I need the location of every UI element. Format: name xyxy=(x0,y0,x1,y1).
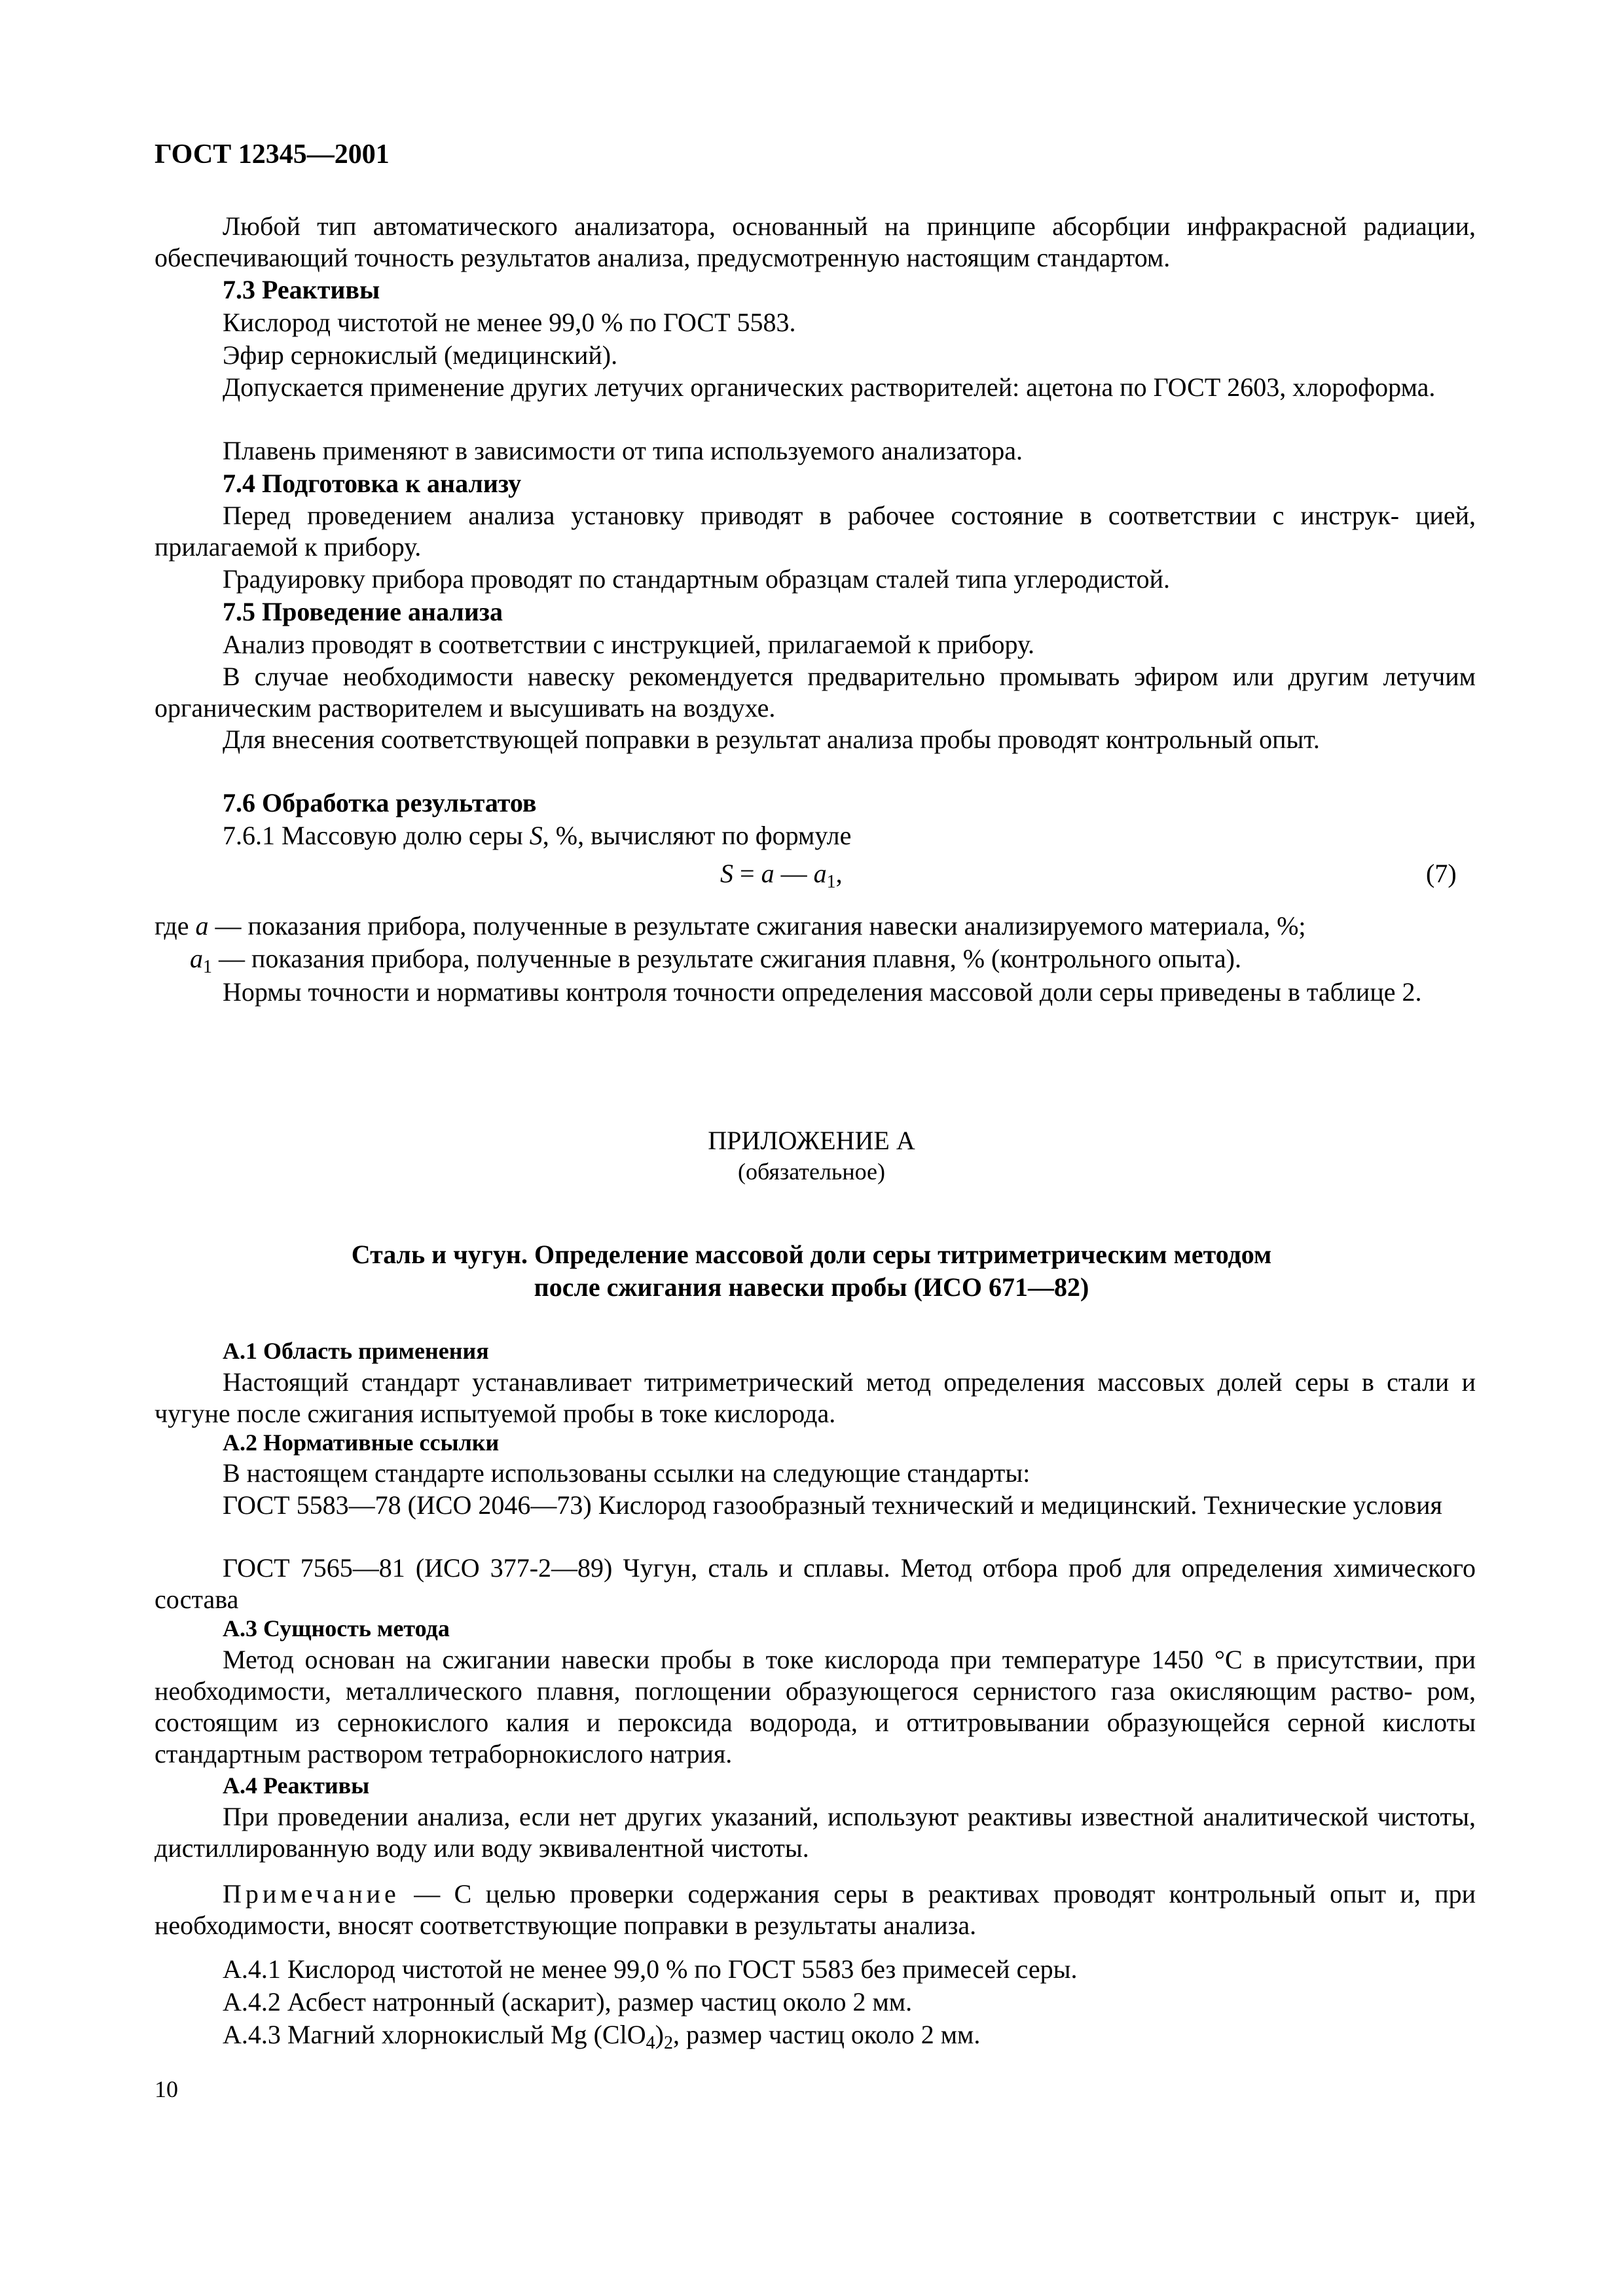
text-line: Допускается применение других летучих органических растворителей: ацетона по ГОСТ 2603, xyxy=(223,372,1286,402)
text-line: хлороформа. xyxy=(1292,372,1436,402)
section-heading-7-4: 7.4 Подготовка к анализу xyxy=(223,469,522,498)
paragraph-preparation xyxy=(155,500,1476,563)
text-line: чистоты, дистиллированную воду или воду эквивалентной чистоты. xyxy=(155,1802,1476,1863)
paragraph: Плавень применяют в зависимости от типа используемого анализатора. xyxy=(223,436,1023,465)
text-line: Нормы точности и нормативы контроля точности определения массовой доли серы приведены xyxy=(223,977,1281,1007)
text-line: стандартным раствором тетраборнокислого натрия. xyxy=(155,1739,733,1768)
text-line: ром, состоящим из сернокислого калия и пероксида водорода, и оттитровывании образующейся серной кислоты xyxy=(155,1676,1476,1737)
text-line: В случае необходимости навеску рекомендуется предварительно промывать эфиром или другим xyxy=(223,662,1369,691)
formula: S = a — $a_1$, xyxy=(720,859,843,892)
paragraph-scope xyxy=(155,1367,1476,1429)
section-heading-a1: А.1 Область применения xyxy=(223,1338,489,1364)
list-item-a-4-1: А.4.1 Кислород чистотой не менее 99,0 % по ГОСТ 5583 без примесей серы. xyxy=(223,1954,1078,1984)
text-line: в таблице 2. xyxy=(1287,977,1422,1007)
paragraph-method xyxy=(155,1644,1476,1770)
text-line: Метод основан на сжигании навески пробы в токе кислорода при температуре 1450 °С в присутствии, xyxy=(223,1645,1424,1674)
note: Примечание — С целью проверки содержания серы в реактивах проводят контрольный опыт и, при необходимости, вносят соответствующие поправки в результаты анализа. xyxy=(155,1879,1476,1940)
text-line: Настоящий стандарт устанавливает титриметрический метод определения массовых долей серы в стали xyxy=(223,1367,1450,1397)
paragraph: Эфир сернокислый (медицинский). xyxy=(223,340,618,370)
list-item-a-4-2: А.4.2 Асбест натронный (аскарит), размер частиц около 2 мм. xyxy=(223,1987,913,2017)
annex-heading-line-2: после сжигания навески пробы (ИСО 671—82) xyxy=(534,1272,1089,1302)
formula-legend-a: где a — показания прибора, полученные в результате сжигания навески анализируемого материала, %; xyxy=(155,911,1306,941)
text-line: цией, прилагаемой к прибору. xyxy=(155,501,1476,562)
list-item-a-4-3: А.4.3 Магний хлорнокислый Mg $(ClO_4)_2$, размер частиц около 2 мм. xyxy=(223,2020,981,2053)
formula-legend-a1: $a_1$ — показания прибора, полученные в результате сжигания плавня, % (контрольного опыта). xyxy=(190,944,1241,977)
annex-heading-line-1: Сталь и чугун. Определение массовой доли серы титриметрическим методом xyxy=(351,1240,1272,1269)
section-heading-7-3: 7.3 Реактивы xyxy=(223,275,380,304)
paragraph-norms xyxy=(155,977,1476,1008)
reference-gost-5583 xyxy=(155,1490,1476,1521)
section-heading-7-6: 7.6 Обработка результатов xyxy=(223,788,537,817)
text-line: необходимости, вносят соответствующие поправки в результаты анализа. xyxy=(155,1910,977,1940)
text-line: При проведении анализа, если нет других указаний, используют реактивы известной аналитической xyxy=(223,1802,1369,1831)
section-heading-7-5: 7.5 Проведение анализа xyxy=(223,597,503,626)
section-heading-a2: А.2 Нормативные ссылки xyxy=(223,1429,500,1456)
note-label: Примечание xyxy=(223,1879,400,1909)
text-line: ГОСТ 5583—78 (ИСО 2046—73) Кислород газообразный технический и медицинский. Технические xyxy=(223,1490,1347,1520)
paragraph: Градуировку прибора проводят по стандартным образцам сталей типа углеродистой. xyxy=(223,564,1171,594)
paragraph: Анализ проводят в соответствии с инструкцией, прилагаемой к прибору. xyxy=(223,630,1034,659)
paragraph: Кислород чистотой не менее 99,0 % по ГОСТ 5583. xyxy=(223,308,796,337)
text-line: летучим органическим растворителем и высушивать на воздухе. xyxy=(155,662,1476,723)
text-line: ГОСТ 7565—81 (ИСО 377-2—89) Чугун, сталь и сплавы. Метод отбора проб для определения химического xyxy=(223,1553,1476,1583)
paragraph: В настоящем стандарте использованы ссылки на следующие стандарты: xyxy=(223,1458,1030,1488)
section-heading-a3: А.3 Сущность метода xyxy=(223,1615,450,1641)
text-line: состава xyxy=(155,1585,239,1614)
paragraph-7-6-1: 7.6.1 Массовую долю серы S, %, вычисляют по формуле xyxy=(223,821,852,850)
paragraph-reagents xyxy=(155,1801,1476,1864)
text-line: Перед проведением анализа установку приводят в рабочее состояние в соответствии с инструк- xyxy=(223,501,1400,530)
text-line: опыт. xyxy=(1259,725,1320,754)
text-line: и чугуне после сжигания испытуемой пробы в токе кислорода. xyxy=(155,1367,1476,1428)
paragraph-washing xyxy=(155,661,1476,724)
text-line: Любой тип автоматического анализатора, основанный на принципе абсорбции инфракрасной xyxy=(223,211,1347,241)
paragraph-analyzer xyxy=(155,211,1476,274)
document-header: ГОСТ 12345—2001 xyxy=(155,139,390,170)
reference-gost-7565 xyxy=(155,1552,1476,1615)
text-line: при необходимости, металлического плавня, поглощении образующегося сернистого газа окисляющим раство- xyxy=(155,1645,1476,1706)
section-heading-a4: А.4 Реактивы xyxy=(223,1772,370,1799)
formula-number: (7) xyxy=(1426,859,1457,888)
page-number: 10 xyxy=(155,2076,178,2102)
text-line: радиации, обеспечивающий точность результатов анализа, предусмотренную настоящим стандартом. xyxy=(155,211,1476,272)
paragraph-solvents xyxy=(155,372,1476,403)
text-line: Для внесения соответствующей поправки в результат анализа пробы проводят контрольный xyxy=(223,725,1253,754)
text-line: условия xyxy=(1353,1490,1442,1520)
annex-title: ПРИЛОЖЕНИЕ А xyxy=(708,1126,915,1155)
annex-status: (обязательное) xyxy=(738,1158,885,1185)
paragraph-control xyxy=(155,724,1476,755)
